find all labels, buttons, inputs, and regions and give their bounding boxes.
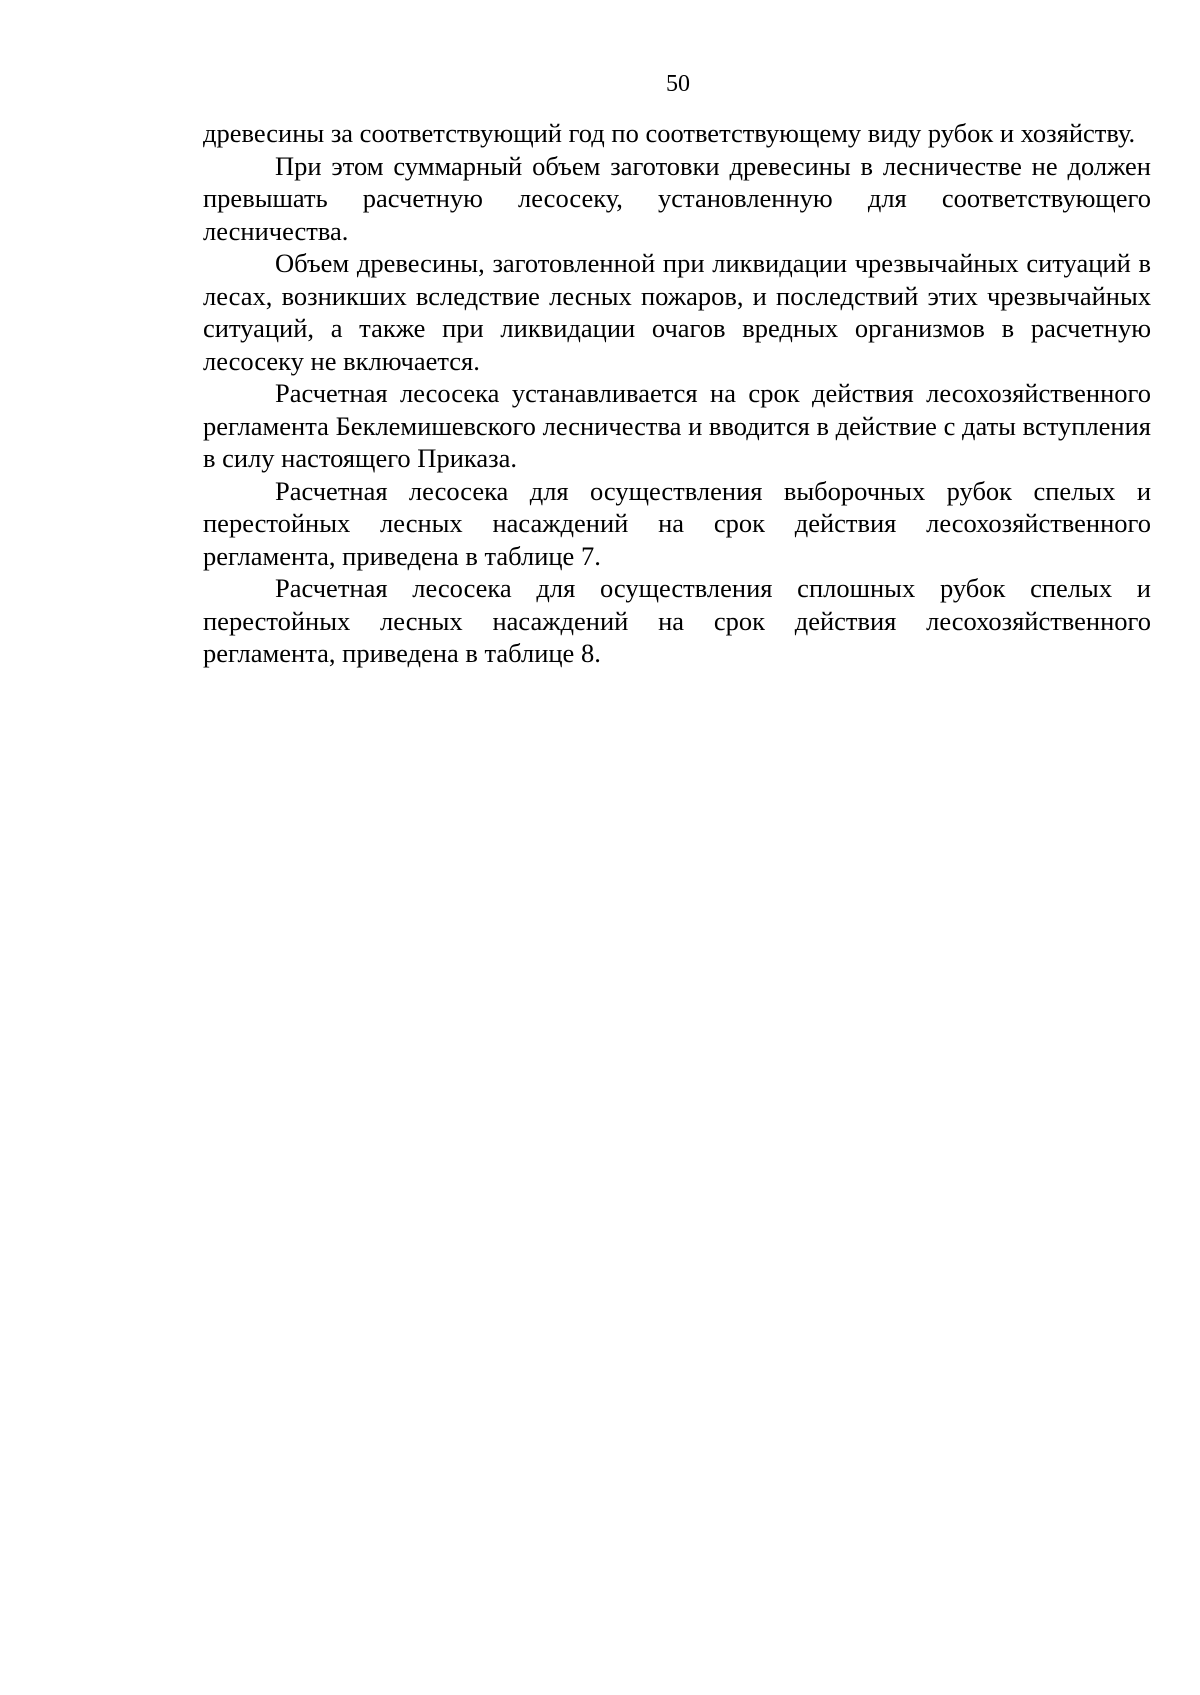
paragraph-cutting-area-term: Расчетная лесосека устанавливается на срок действия лесохозяйственного регламента Беклемишевского лесничества и вводится в действие с даты вступления в силу настоящего Приказа. — [203, 378, 1151, 473]
page-number: 50 — [666, 71, 690, 97]
paragraph-emergency-volume: Объем древесины, заготовленной при ликвидации чрезвычайных ситуаций в лесах, возникших вследствие лесных пожаров, и последствий этих чрезвычайных ситуаций, а также при ликвидации очагов вредных организмов в расчетную лесосеку не включается. — [203, 248, 1151, 376]
paragraph-continuation: древесины за соответствующий год по соответствующему виду рубок и хозяйству. — [203, 118, 1136, 148]
paragraph-clear-cutting: Расчетная лесосека для осуществления сплошных рубок спелых и перестойных лесных насаждений на срок действия лесохозяйственного регламента, приведена в таблице 8. — [203, 573, 1151, 668]
paragraph-total-volume: При этом суммарный объем заготовки древесины в лесничестве не должен превышать расчетную лесосеку, установленную для соответствующего лесничества. — [203, 150, 1151, 246]
paragraph-selective-cutting: Расчетная лесосека для осуществления выборочных рубок спелых и перестойных лесных насаждений на срок действия лесохозяйственного регламента, приведена в таблице 7. — [203, 475, 1151, 571]
body-text — [203, 117, 1151, 670]
